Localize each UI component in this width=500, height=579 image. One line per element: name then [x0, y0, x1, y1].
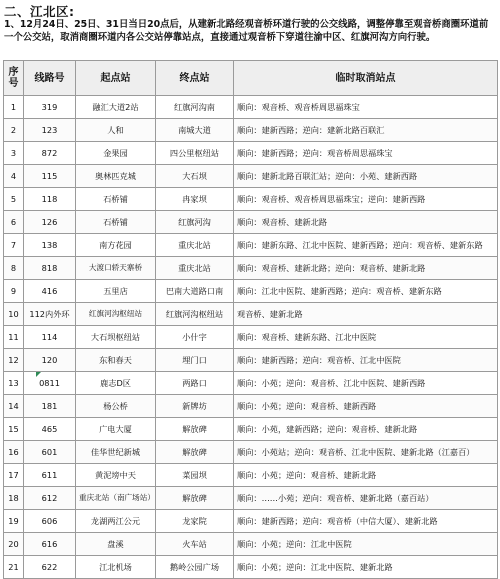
cell-end: 菜园坝: [156, 464, 234, 487]
cell-route: 120: [24, 349, 76, 372]
cell-cancelled-stops: 顺向：建新北路百联汇站；逆向：小苑、建新西路: [234, 165, 498, 188]
cell-route: 612: [24, 487, 76, 510]
cell-end: 红旗河沟南: [156, 96, 234, 119]
cell-seq: 16: [4, 441, 24, 464]
cell-route: 118: [24, 188, 76, 211]
cell-start: 盘溪: [76, 533, 156, 556]
cell-cancelled-stops: 顺向：观音桥、观音桥周思福珠宝；逆向：建新西路: [234, 188, 498, 211]
cell-start: 杨公桥: [76, 395, 156, 418]
cell-seq: 20: [4, 533, 24, 556]
cell-end: 红旗河沟: [156, 211, 234, 234]
cell-route: 872: [24, 142, 76, 165]
table-row: [4, 280, 498, 303]
header-cancelled-stops: 临时取消站点: [234, 61, 498, 96]
intro-paragraph: 1、12月24日、25日、31日当日20点后，从建新北路经观音桥环道行驶的公交线路，调整停靠至观音桥商圈环道前一个公交站，取消商圈环道内各公交站停靠站点，直接通过观音桥下穿道往渝中区、红旗河沟方向行驶。: [4, 19, 489, 43]
cell-seq: 15: [4, 418, 24, 441]
cell-cancelled-stops: 顺向：小苑；逆向：观音桥、江北中医院、建新西路: [234, 372, 498, 395]
cell-seq: 17: [4, 464, 24, 487]
cell-route: 181: [24, 395, 76, 418]
cell-end: 重庆北站: [156, 234, 234, 257]
cell-seq: 9: [4, 280, 24, 303]
cell-route: 465: [24, 418, 76, 441]
cell-seq: 4: [4, 165, 24, 188]
cell-cancelled-stops: 观音桥、建新北路: [234, 303, 498, 326]
cell-end: 南城大道: [156, 119, 234, 142]
section-heading: 二、江北区:: [4, 4, 75, 19]
cell-end: 小什字: [156, 326, 234, 349]
cell-route: 114: [24, 326, 76, 349]
cell-cancelled-stops: 顺向：小苑；逆向：观音桥、建新北路: [234, 464, 498, 487]
cell-route: 112内外环: [24, 303, 76, 326]
cell-route: 123: [24, 119, 76, 142]
cell-cancelled-stops: 顺向：建新西路；逆向：建新北路百联汇: [234, 119, 498, 142]
cell-end: 冉家坝: [156, 188, 234, 211]
table-row: [4, 418, 498, 441]
cell-start: 五里店: [76, 280, 156, 303]
cell-seq: 12: [4, 349, 24, 372]
table-row: [4, 556, 498, 579]
table-row: [4, 142, 498, 165]
cell-seq: 7: [4, 234, 24, 257]
cell-end: 龙家院: [156, 510, 234, 533]
table-row: [4, 487, 498, 510]
cell-start: 南方花园: [76, 234, 156, 257]
cell-cancelled-stops: 顺向：建新西路；逆向：观音桥（中信大厦）、建新北路: [234, 510, 498, 533]
cell-cancelled-stops: 顺向：小苑；逆向：观音桥、建新西路: [234, 395, 498, 418]
cell-seq: 8: [4, 257, 24, 280]
cell-end: 鹅岭公园广场: [156, 556, 234, 579]
header-end: 终点站: [156, 61, 234, 96]
header-start: 起点站: [76, 61, 156, 96]
cell-cancelled-stops: 顺向：小苑站；逆向：观音桥、江北中医院、建新北路（江嘉百）: [234, 441, 498, 464]
cell-end: 巴南大道路口南: [156, 280, 234, 303]
table-row: [4, 349, 498, 372]
cell-route: 616: [24, 533, 76, 556]
cell-start: 石桥铺: [76, 188, 156, 211]
cell-end: 火车站: [156, 533, 234, 556]
cell-start: 江北机场: [76, 556, 156, 579]
cell-seq: 2: [4, 119, 24, 142]
table-row: [4, 165, 498, 188]
cell-cancelled-stops: 顺向：……小苑；逆向：观音桥、建新北路（嘉百站）: [234, 487, 498, 510]
cell-end: 两路口: [156, 372, 234, 395]
table-row: [4, 257, 498, 280]
table-row: [4, 96, 498, 119]
cell-start: 融汇大道2站: [76, 96, 156, 119]
cell-route: 319: [24, 96, 76, 119]
cell-start: 人和: [76, 119, 156, 142]
cell-route: 818: [24, 257, 76, 280]
cell-route: 115: [24, 165, 76, 188]
cell-start: 东和春天: [76, 349, 156, 372]
cell-seq: 1: [4, 96, 24, 119]
cell-cancelled-stops: 顺向：建新西路；逆向：观音桥、江北中医院: [234, 349, 498, 372]
cell-start: 大石坝枢纽站: [76, 326, 156, 349]
cell-start: 奥林匹克城: [76, 165, 156, 188]
table-row: [4, 234, 498, 257]
cell-route: 0811: [24, 372, 76, 395]
cell-seq: 6: [4, 211, 24, 234]
cell-seq: 3: [4, 142, 24, 165]
cell-start: 重庆北站（南广场站）: [76, 487, 156, 510]
bus-route-table: [3, 60, 498, 579]
header-route: 线路号: [24, 61, 76, 96]
cell-seq: 21: [4, 556, 24, 579]
cell-cancelled-stops: 顺向：小苑；逆向：江北中医院、建新北路: [234, 556, 498, 579]
cell-route: 126: [24, 211, 76, 234]
table-row: [4, 211, 498, 234]
table-row: [4, 188, 498, 211]
table-row: [4, 441, 498, 464]
cell-end: 大石坝: [156, 165, 234, 188]
cell-start: 石桥铺: [76, 211, 156, 234]
cell-end: 新牌坊: [156, 395, 234, 418]
cell-end: 解放碑: [156, 441, 234, 464]
cell-start: 金果园: [76, 142, 156, 165]
cell-start: 大渡口轿天寨桥: [76, 257, 156, 280]
cell-start: 龙湖两江公元: [76, 510, 156, 533]
cell-start: 红旗河沟枢纽站: [76, 303, 156, 326]
cell-cancelled-stops: 顺向：观音桥、建新东路、江北中医院: [234, 326, 498, 349]
cell-route: 611: [24, 464, 76, 487]
cell-end: 解放碑: [156, 487, 234, 510]
cell-cancelled-stops: 顺向：建新西路；逆向：观音桥周思福珠宝: [234, 142, 498, 165]
cell-seq: 19: [4, 510, 24, 533]
cell-seq: 18: [4, 487, 24, 510]
table-row: [4, 464, 498, 487]
table-header-row: [4, 61, 498, 96]
cell-route: 138: [24, 234, 76, 257]
cell-seq: 14: [4, 395, 24, 418]
cell-seq: 11: [4, 326, 24, 349]
cell-cancelled-stops: 顺向：小苑，建新西路；逆向：观音桥、建新北路: [234, 418, 498, 441]
table-row: [4, 119, 498, 142]
cell-cancelled-stops: 顺向：观音桥、建新北路；逆向：观音桥、建新北路: [234, 257, 498, 280]
cell-route: 601: [24, 441, 76, 464]
table-row: [4, 326, 498, 349]
header-seq: 序号: [4, 61, 24, 96]
cell-start: 黄泥塝中天: [76, 464, 156, 487]
cell-end: 埋门口: [156, 349, 234, 372]
cell-route: 622: [24, 556, 76, 579]
cell-start: 广电大厦: [76, 418, 156, 441]
cell-seq: 13: [4, 372, 24, 395]
cell-cancelled-stops: 顺向：小苑；逆向：江北中医院: [234, 533, 498, 556]
cell-end: 红旗河沟枢纽站: [156, 303, 234, 326]
table-row: [4, 395, 498, 418]
cell-end: 重庆北站: [156, 257, 234, 280]
cell-seq: 5: [4, 188, 24, 211]
cell-cancelled-stops: 顺向：江北中医院、建新西路；逆向：观音桥、建新东路: [234, 280, 498, 303]
cell-cancelled-stops: 顺向：观音桥、建新北路: [234, 211, 498, 234]
cell-route: 606: [24, 510, 76, 533]
cell-cancelled-stops: 顺向：观音桥、观音桥周思福珠宝: [234, 96, 498, 119]
cell-start: 鹿志D区: [76, 372, 156, 395]
table-row: [4, 303, 498, 326]
cell-end: 四公里枢纽站: [156, 142, 234, 165]
cell-route: 416: [24, 280, 76, 303]
cell-start: 佳华世纪新城: [76, 441, 156, 464]
table-row: [4, 533, 498, 556]
cell-end: 解放碑: [156, 418, 234, 441]
cell-seq: 10: [4, 303, 24, 326]
table-row: [4, 372, 498, 395]
cell-cancelled-stops: 顺向：建新东路、江北中医院、建新西路；逆向：观音桥、建新东路: [234, 234, 498, 257]
table-row: [4, 510, 498, 533]
cell-comment-marker: [36, 372, 41, 377]
